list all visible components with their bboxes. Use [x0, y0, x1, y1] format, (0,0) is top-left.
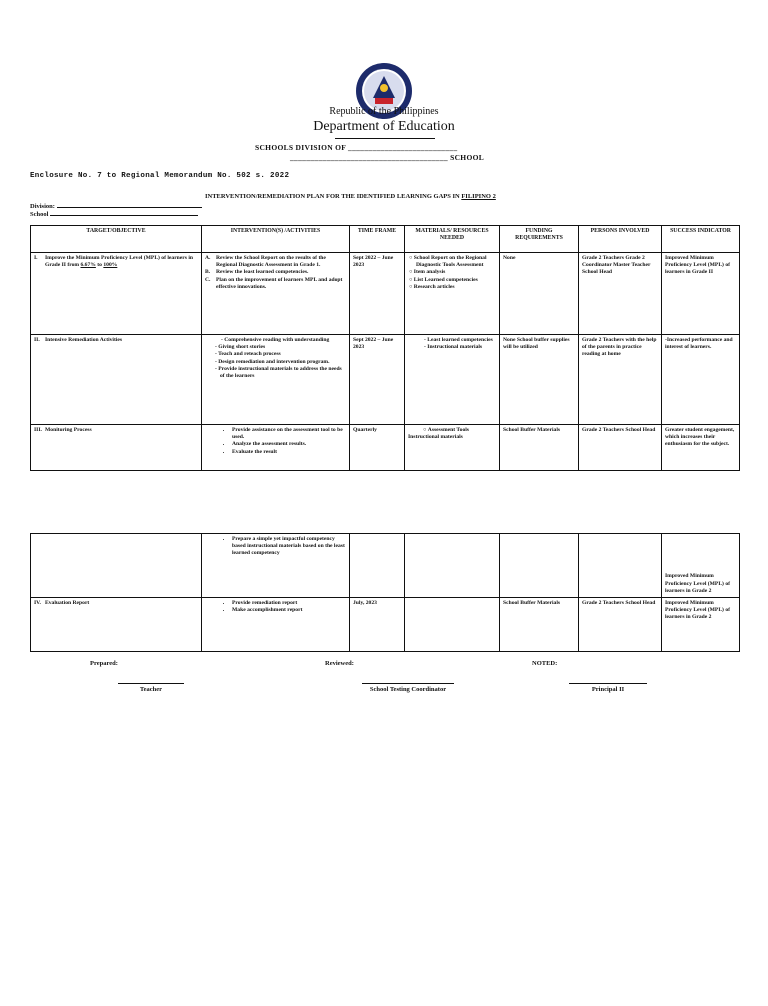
activity-item: - Giving short stories	[220, 344, 346, 351]
persons-cell: Grade 2 Teachers with the help of the parents in practice reading at home	[579, 335, 662, 425]
funding-cell: None School buffer supplies will be utilized	[500, 335, 579, 425]
school-field	[30, 209, 198, 218]
table-row	[31, 335, 740, 425]
objective-text: Intensive Remediation Activities	[45, 337, 123, 343]
activity-item: - Teach and reteach process	[220, 351, 346, 358]
department-heading: Department of Education	[313, 119, 455, 134]
activity-item	[205, 269, 346, 276]
enclosure-text: Enclosure No. 7 to Regional Memorandum No. 502 s. 2022	[30, 172, 290, 180]
activity-text: Review the least learned competencies.	[216, 269, 309, 276]
header-indicator: SUCCESS INDICATOR	[662, 226, 740, 253]
activities-cell	[202, 335, 350, 425]
objective-cell	[31, 534, 202, 598]
activities-cell	[202, 425, 350, 471]
division-line: SCHOOLS DIVISION OF ___________________________	[255, 143, 458, 152]
objective-number: IV.	[34, 600, 41, 606]
activity-item: - Comprehensive reading with understanding	[220, 337, 346, 344]
teacher-signature-line	[118, 683, 184, 684]
activity-item: - Design remediation and intervention program.	[220, 359, 346, 366]
activity-text: Review the School Report on the results of the Regional Diagnostic Assessment in Grade 1.	[216, 255, 326, 269]
activity-item: • Make accomplishment report	[232, 607, 346, 614]
objective-number: I.	[34, 255, 38, 261]
material-item: ○ List Learned competencies	[416, 277, 496, 284]
header-funding: FUNDING REQUIREMENTS	[500, 226, 579, 253]
reviewed-label: Reviewed:	[325, 660, 354, 667]
funding-cell	[500, 534, 579, 598]
activity-item: - Provide instructional materials to address the needs of the learners	[220, 366, 346, 380]
indicator-cell: Improved Minimum Proficiency Level (MPL) of learners in Grade II	[662, 253, 740, 335]
table-header-row	[31, 226, 740, 253]
material-item: ○ Item analysis	[416, 269, 496, 276]
coordinator-signature-line	[362, 683, 454, 684]
indicator-cell: Greater student engagement, which increases their enthusiasm for the subject.	[662, 425, 740, 471]
header-persons: PERSONS INVOLVED	[579, 226, 662, 253]
materials-cell	[405, 425, 500, 471]
objective-cell	[31, 253, 202, 335]
activity-item: • Prepare a simple yet impactful competency based instructional materials based on the least learned competency	[232, 536, 346, 558]
material-item: - Instructional materials	[423, 344, 496, 351]
activity-mark: A.	[205, 255, 211, 261]
division-underline	[57, 201, 202, 208]
persons-cell: Grade 2 Teachers School Head	[579, 425, 662, 471]
funding-cell: School Buffer Materials	[500, 425, 579, 471]
activities-cell	[202, 253, 350, 335]
table-row	[31, 253, 740, 335]
intervention-table-continued	[30, 533, 740, 652]
activities-cell	[202, 534, 350, 598]
principal-role: Principal II	[591, 686, 625, 693]
material-item: ○ Research articles	[416, 284, 496, 291]
objective-text-part: Improve the Minimum Proficiency Level (MPL) of learners in Grade II from	[45, 255, 193, 269]
intervention-table	[30, 225, 740, 471]
noted-label: NOTED:	[532, 660, 558, 667]
plan-title-text: INTERVENTION/REMEDIATION PLAN FOR THE IDENTIFIED LEARNING GAPS IN	[205, 193, 462, 200]
objective-text: Monitoring Process	[45, 427, 92, 433]
prepared-label: Prepared:	[90, 660, 118, 667]
header-interventions: INTERVENTION(S) /ACTIVITIES	[202, 226, 350, 253]
time-frame-cell: Sept 2022 – June 2023	[350, 335, 405, 425]
indicator-cell: -Increased performance and interest of learners.	[662, 335, 740, 425]
coordinator-role: School Testing Coordinator	[369, 686, 447, 693]
indicator-text: Improved Minimum Proficiency Level (MPL) of learners in Grade 2	[665, 573, 730, 594]
table-row	[31, 425, 740, 471]
school-line: _______________________________________ SCHOOL	[290, 153, 485, 162]
activity-item: • Provide assistance on the assessment tool to be used.	[232, 427, 346, 441]
principal-signature-line	[569, 683, 647, 684]
persons-cell: Grade 2 Teachers Grade 2 Coordinator Master Teacher School Head	[579, 253, 662, 335]
persons-cell: Grade 2 Teachers School Head	[579, 598, 662, 652]
time-frame-cell: July, 2023	[350, 598, 405, 652]
objective-text-part: to	[95, 262, 104, 269]
material-item: ○ Assessment Tools	[416, 427, 496, 434]
table-row	[31, 534, 740, 598]
header-time-frame: TIME FRAME	[350, 226, 405, 253]
materials-cell	[405, 598, 500, 652]
objective-text: Evaluation Report	[45, 600, 90, 606]
school-underline	[50, 209, 198, 216]
activity-item: • Provide remediation report	[232, 600, 346, 607]
school-label: School	[30, 211, 49, 218]
republic-heading: Republic of the Philippines	[329, 106, 439, 117]
activity-item: • Analyze the assessment results.	[232, 441, 346, 448]
activity-mark: C.	[205, 276, 211, 283]
activity-item	[205, 277, 346, 291]
funding-cell: School Buffer Materials	[500, 598, 579, 652]
objective-number: II.	[34, 337, 40, 343]
materials-cell	[405, 534, 500, 598]
materials-cell	[405, 253, 500, 335]
indicator-cell: Improved Minimum Proficiency Level (MPL) of learners in Grade 2	[662, 598, 740, 652]
time-frame-cell: Quarterly	[350, 425, 405, 471]
activity-item	[205, 255, 346, 269]
objective-from-value: 6.67%	[80, 262, 96, 269]
objective-text	[45, 255, 198, 269]
header-target: TARGET/OBJECTIVE	[31, 226, 202, 253]
header-divider	[335, 138, 435, 139]
table-row	[31, 598, 740, 652]
material-item: Instructional materials	[408, 434, 463, 441]
time-frame-cell	[350, 534, 405, 598]
plan-title-subject: FILIPINO 2	[461, 193, 496, 200]
persons-cell	[579, 534, 662, 598]
activity-mark: B.	[205, 269, 211, 276]
indicator-cell	[662, 534, 740, 598]
funding-cell: None	[500, 253, 579, 335]
objective-cell	[31, 425, 202, 471]
objective-cell	[31, 335, 202, 425]
header-materials: MATERIALS/ RESOURCES NEEDED	[405, 226, 500, 253]
material-item: ○ School Report on the Regional Diagnostic Tools Assessment	[416, 255, 496, 269]
division-label: Division:	[30, 203, 55, 210]
material-item: - Least learned competencies	[423, 337, 496, 344]
objective-cell	[31, 598, 202, 652]
objective-to-value: 100%	[103, 262, 118, 269]
activities-cell	[202, 598, 350, 652]
activity-item: • Evaluate the result	[232, 449, 346, 456]
plan-title	[205, 193, 496, 200]
activity-text: Plan on the improvement of learners MPL and adopt effective innovations.	[216, 276, 343, 290]
teacher-role: Teacher	[139, 686, 163, 693]
objective-number: III.	[34, 427, 42, 433]
time-frame-cell: Sept 2022 – June 2023	[350, 253, 405, 335]
materials-cell	[405, 335, 500, 425]
